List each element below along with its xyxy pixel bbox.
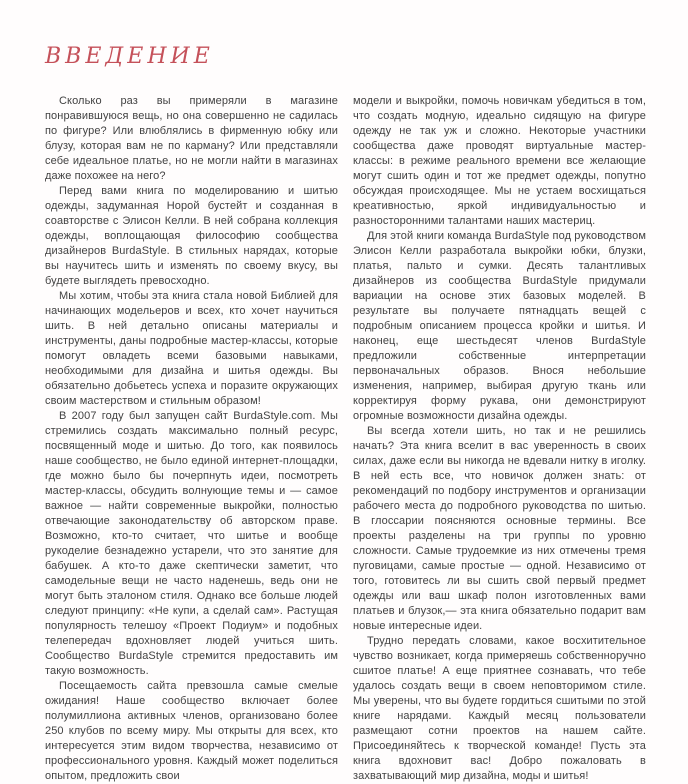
paragraph: Мы хотим, чтобы эта книга стала новой Библией для начинающих модельеров и всех, кто хочет научиться шить. В ней детально описаны материалы и инструменты, даны подробные мастер-классы, которые помогут овладеть всеми базовыми навыками, необходимыми для дизайна и шитья одежды. Вы обязательно добьетесь успеха и поразите окружающих своим мастерством и стильным образом! <box>45 290 338 407</box>
paragraph: В 2007 году был запущен сайт BurdaStyle.com. Мы стремились создать максимально полный ресурс, посвященный моде и шитью. До того, как появилось наше сообщество, не было единой интернет-площадки, где можно было бы почерпнуть идеи, посмотреть мастер-классы, обсудить волнующие темы и — самое важное — найти современные выкройки, полностью отвечающие законодательству об авторском праве. Возможно, кто-то считает, что шитье и вообще рукоделие безнадежно устарели, что это занятие для бабушек. А кто-то даже скептически заметит, что самодельные вещи не часто наденешь, ведь они не могут быть эталоном стиля. Однако все больше людей следуют принципу: «Не купи, а сделай сам». Растущая популярность телешоу «Проект Подиум» и подобных телепередач вдохновляет людей учиться шить. Сообщество BurdaStyle стремится предоставить им такую возможность. <box>45 410 338 677</box>
paragraph: Трудно передать словами, какое восхитительное чувство возникает, когда примеряешь собственноручно сшитое платье! А еще приятнее сознавать, что тебе удалось создать вещи в своем неповторимом стиле. Мы уверены, что вы будете гордиться сшитыми по этой книге нарядами. Каждый месяц пользователи размещают сотни проектов на нашем сайте. Присоединяйтесь к творческой команде! Пусть эта книга вдохновит вас! Добро пожаловать в захватывающий мир дизайна, моды и шитья! <box>353 635 646 782</box>
paragraph: Посещаемость сайта превзошла самые смелые ожидания! Наше сообщество включает более полумиллиона активных членов, организовано более 250 клубов по всему миру. Мы открыты для всех, кто интересуется этим видом творчества, независимо от профессионального уровня. Каждый может поделиться опытом, предложить свои <box>45 680 338 782</box>
paragraph: Вы всегда хотели шить, но так и не решились начать? Эта книга вселит в вас уверенность в своих силах, даже если вы никогда не вдевали нитку в иголку. В ней есть все, что новичок должен знать: от рекомендаций по подбору инструментов и организации рабочего места до подробного руководства по шитью. В глоссарии поясняются основные термины. Все проекты разделены на три группы по уровню сложности. Самые трудоемкие из них отмечены тремя пуговицами, самые простые — одной. Независимо от того, готовитесь ли вы сшить свой первый предмет одежды или ваш шкаф полон изготовленных вами платьев и блузок,— эта книга обязательно подарит вам новые интересные идеи. <box>353 425 646 632</box>
page-title: ВВЕДЕНИЕ <box>45 44 214 69</box>
text-columns <box>45 94 645 784</box>
paragraph: Сколько раз вы примеряли в магазине понравившуюся вещь, но она совершенно не садилась по фигуре? Или влюблялись в фирменную юбку или блузу, которая вам не по карману? Или представляли себе идеальное платье, но не могли найти в магазинах даже похожее на него? <box>45 95 338 182</box>
right-column <box>353 94 646 784</box>
paragraph: Для этой книги команда BurdaStyle под руководством Элисон Келли разработала выкройки юбки, блузки, платья, пальто и сумки. Десять талантливых дизайнеров из сообщества BurdaStyle придумали вариации на основе этих базовых моделей. В результате вы получаете пятнадцать вещей с подробным описанием процесса кройки и шитья. И наконец, еще шестьдесят членов BurdaStyle предложили собственные интерпретации первоначальных образов. Внося небольшие изменения, например, выбирая другую ткань или корректируя форму рукава, они демонстрируют огромные возможности дизайна одежды. <box>353 230 646 422</box>
paragraph: модели и выкройки, помочь новичкам убедиться в том, что создать модную, идеально сидящую на фигуре одежду не так уж и сложно. Некоторые участники сообщества даже проводят виртуальные мастер-классы: в режиме реального времени все желающие могут сшить один и тот же предмет одежды, попутно обсуждая происходящее. Мы не устаем восхищаться креативностью, яркой индивидуальностью и разносторонними талантами наших мастериц. <box>353 95 646 227</box>
paragraph: Перед вами книга по моделированию и шитью одежды, задуманная Норой бустейт и созданная в соавторстве с Элисон Келли. В ней собрана коллекция одежды, воплощающая философию сообщества дизайнеров BurdaStyle. В стильных нарядах, которые вы научитесь шить и изменять по своему вкусу, вы будете выглядеть превосходно. <box>45 185 338 287</box>
left-column <box>45 94 338 784</box>
